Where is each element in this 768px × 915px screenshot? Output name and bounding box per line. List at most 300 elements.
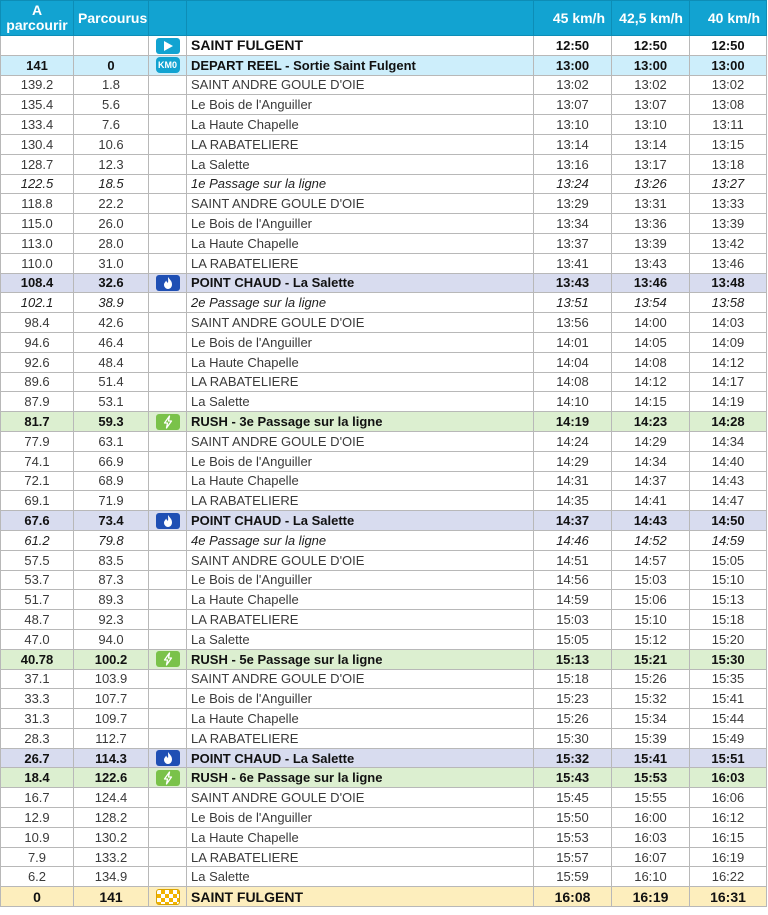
distance-covered: 100.2 <box>74 649 149 669</box>
place-header <box>187 1 534 36</box>
distance-to-go: 139.2 <box>1 75 74 95</box>
table-row <box>1 273 767 293</box>
table-row <box>1 788 767 808</box>
time-40: 13:48 <box>690 273 767 293</box>
time-45: 16:08 <box>534 887 612 907</box>
place-name: LA RABATELIERE <box>187 134 534 154</box>
lightning-icon <box>156 414 180 430</box>
time-45: 13:56 <box>534 313 612 333</box>
time-45: 14:59 <box>534 590 612 610</box>
marker-cell <box>149 36 187 56</box>
table-row <box>1 768 767 788</box>
time-42-5: 14:43 <box>612 511 690 531</box>
time-40: 16:19 <box>690 847 767 867</box>
time-42-5: 13:36 <box>612 214 690 234</box>
distance-to-go: 110.0 <box>1 253 74 273</box>
place-name: Le Bois de l'Anguiller <box>187 570 534 590</box>
time-42-5: 14:57 <box>612 550 690 570</box>
place-name: Le Bois de l'Anguiller <box>187 808 534 828</box>
table-row <box>1 590 767 610</box>
marker-cell <box>149 451 187 471</box>
marker-cell <box>149 471 187 491</box>
distance-covered: 28.0 <box>74 233 149 253</box>
time-42-5: 14:05 <box>612 332 690 352</box>
header-row <box>1 1 767 36</box>
distance-covered: 38.9 <box>74 293 149 313</box>
table-row <box>1 629 767 649</box>
table-row <box>1 412 767 432</box>
checkered-flag-icon <box>156 889 180 905</box>
place-name: LA RABATELIERE <box>187 728 534 748</box>
distance-to-go: 18.4 <box>1 768 74 788</box>
speed-header-40: 40 km/h <box>690 1 767 36</box>
distance-covered: 53.1 <box>74 392 149 412</box>
time-45: 13:37 <box>534 233 612 253</box>
distance-to-go: 141 <box>1 55 74 75</box>
time-42-5: 13:54 <box>612 293 690 313</box>
distance-covered: 73.4 <box>74 511 149 531</box>
table-row <box>1 649 767 669</box>
distance-covered: 26.0 <box>74 214 149 234</box>
distance-covered: 68.9 <box>74 471 149 491</box>
time-45: 13:10 <box>534 115 612 135</box>
table-row <box>1 55 767 75</box>
distance-to-go: 128.7 <box>1 154 74 174</box>
distance-to-go: 98.4 <box>1 313 74 333</box>
distance-to-go: 47.0 <box>1 629 74 649</box>
time-42-5: 15:32 <box>612 689 690 709</box>
time-45: 14:29 <box>534 451 612 471</box>
place-name: La Haute Chapelle <box>187 352 534 372</box>
distance-covered: 51.4 <box>74 372 149 392</box>
time-40: 13:00 <box>690 55 767 75</box>
distance-covered: 134.9 <box>74 867 149 887</box>
distance-covered: 89.3 <box>74 590 149 610</box>
marker-cell <box>149 392 187 412</box>
distance-to-go: 74.1 <box>1 451 74 471</box>
table-row <box>1 471 767 491</box>
table-row <box>1 134 767 154</box>
time-45: 13:07 <box>534 95 612 115</box>
time-42-5: 16:07 <box>612 847 690 867</box>
marker-cell <box>149 55 187 75</box>
marker-cell <box>149 214 187 234</box>
distance-covered: 0 <box>74 55 149 75</box>
table-row <box>1 827 767 847</box>
distance-covered: 114.3 <box>74 748 149 768</box>
time-40: 14:50 <box>690 511 767 531</box>
distance-to-go: 115.0 <box>1 214 74 234</box>
time-45: 15:53 <box>534 827 612 847</box>
distance-covered: 124.4 <box>74 788 149 808</box>
time-40: 15:49 <box>690 728 767 748</box>
time-40: 13:58 <box>690 293 767 313</box>
time-42-5: 13:43 <box>612 253 690 273</box>
time-40: 15:44 <box>690 709 767 729</box>
time-40: 15:05 <box>690 550 767 570</box>
place-name: La Salette <box>187 154 534 174</box>
time-40: 13:39 <box>690 214 767 234</box>
place-name: LA RABATELIERE <box>187 491 534 511</box>
distance-covered: 87.3 <box>74 570 149 590</box>
time-45: 14:24 <box>534 431 612 451</box>
distance-covered: 71.9 <box>74 491 149 511</box>
marker-cell <box>149 629 187 649</box>
marker-cell <box>149 332 187 352</box>
distance-covered: 31.0 <box>74 253 149 273</box>
time-40: 13:33 <box>690 194 767 214</box>
table-row <box>1 748 767 768</box>
time-45: 14:46 <box>534 530 612 550</box>
marker-cell <box>149 491 187 511</box>
marker-cell <box>149 590 187 610</box>
marker-cell <box>149 610 187 630</box>
table-row <box>1 253 767 273</box>
marker-cell <box>149 134 187 154</box>
distance-covered: 66.9 <box>74 451 149 471</box>
distance-covered: 133.2 <box>74 847 149 867</box>
marker-cell <box>149 847 187 867</box>
marker-cell <box>149 273 187 293</box>
time-45: 13:14 <box>534 134 612 154</box>
distance-covered: 46.4 <box>74 332 149 352</box>
marker-cell <box>149 293 187 313</box>
time-40: 15:20 <box>690 629 767 649</box>
time-42-5: 12:50 <box>612 36 690 56</box>
icon-header <box>149 1 187 36</box>
time-40: 13:08 <box>690 95 767 115</box>
time-40: 14:28 <box>690 412 767 432</box>
time-42-5: 16:03 <box>612 827 690 847</box>
place-name: 1e Passage sur la ligne <box>187 174 534 194</box>
time-40: 15:18 <box>690 610 767 630</box>
flame-icon <box>156 275 180 291</box>
place-name: Le Bois de l'Anguiller <box>187 451 534 471</box>
place-name: SAINT ANDRE GOULE D'OIE <box>187 788 534 808</box>
marker-cell <box>149 709 187 729</box>
distance-covered: 1.8 <box>74 75 149 95</box>
time-45: 13:24 <box>534 174 612 194</box>
time-40: 14:09 <box>690 332 767 352</box>
flame-icon <box>156 750 180 766</box>
time-45: 13:43 <box>534 273 612 293</box>
time-45: 14:04 <box>534 352 612 372</box>
distance-to-go: 53.7 <box>1 570 74 590</box>
marker-cell <box>149 669 187 689</box>
distance-covered: 42.6 <box>74 313 149 333</box>
distance-to-go: 0 <box>1 887 74 907</box>
time-45: 15:45 <box>534 788 612 808</box>
time-45: 13:16 <box>534 154 612 174</box>
table-row <box>1 392 767 412</box>
distance-to-go: 7.9 <box>1 847 74 867</box>
distance-covered: 83.5 <box>74 550 149 570</box>
time-42-5: 16:00 <box>612 808 690 828</box>
time-42-5: 15:12 <box>612 629 690 649</box>
distance-to-go: 89.6 <box>1 372 74 392</box>
time-45: 13:41 <box>534 253 612 273</box>
place-name: La Haute Chapelle <box>187 590 534 610</box>
distance-covered: 122.6 <box>74 768 149 788</box>
place-name: Le Bois de l'Anguiller <box>187 95 534 115</box>
table-row <box>1 847 767 867</box>
distance-to-go <box>1 36 74 56</box>
time-40: 14:17 <box>690 372 767 392</box>
distance-covered: 94.0 <box>74 629 149 649</box>
marker-cell <box>149 768 187 788</box>
distance-to-go: 81.7 <box>1 412 74 432</box>
time-40: 13:15 <box>690 134 767 154</box>
time-45: 15:03 <box>534 610 612 630</box>
place-name: SAINT ANDRE GOULE D'OIE <box>187 550 534 570</box>
time-45: 13:34 <box>534 214 612 234</box>
time-45: 14:19 <box>534 412 612 432</box>
table-row <box>1 491 767 511</box>
place-name: RUSH - 6e Passage sur la ligne <box>187 768 534 788</box>
distance-covered: 128.2 <box>74 808 149 828</box>
marker-cell <box>149 550 187 570</box>
time-40: 13:02 <box>690 75 767 95</box>
time-42-5: 13:46 <box>612 273 690 293</box>
distance-to-go: 69.1 <box>1 491 74 511</box>
time-42-5: 13:00 <box>612 55 690 75</box>
table-row <box>1 174 767 194</box>
marker-cell <box>149 808 187 828</box>
time-40: 16:31 <box>690 887 767 907</box>
place-name: SAINT ANDRE GOULE D'OIE <box>187 194 534 214</box>
distance-to-go: 72.1 <box>1 471 74 491</box>
time-42-5: 15:34 <box>612 709 690 729</box>
place-name: SAINT ANDRE GOULE D'OIE <box>187 669 534 689</box>
marker-cell <box>149 748 187 768</box>
table-row <box>1 867 767 887</box>
distance-to-go: 118.8 <box>1 194 74 214</box>
place-name: RUSH - 5e Passage sur la ligne <box>187 649 534 669</box>
time-45: 15:50 <box>534 808 612 828</box>
marker-cell <box>149 511 187 531</box>
distance-to-go: 28.3 <box>1 728 74 748</box>
speed-header-45: 45 km/h <box>534 1 612 36</box>
table-row <box>1 689 767 709</box>
marker-cell <box>149 194 187 214</box>
time-45: 14:10 <box>534 392 612 412</box>
distance-to-go: 61.2 <box>1 530 74 550</box>
marker-cell <box>149 233 187 253</box>
time-45: 15:59 <box>534 867 612 887</box>
table-row <box>1 431 767 451</box>
place-name: POINT CHAUD - La Salette <box>187 748 534 768</box>
marker-cell <box>149 887 187 907</box>
table-row <box>1 214 767 234</box>
distance-to-go: 77.9 <box>1 431 74 451</box>
distance-to-go: 108.4 <box>1 273 74 293</box>
place-name: LA RABATELIERE <box>187 372 534 392</box>
time-42-5: 14:34 <box>612 451 690 471</box>
time-42-5: 13:02 <box>612 75 690 95</box>
distance-covered: 63.1 <box>74 431 149 451</box>
time-45: 14:08 <box>534 372 612 392</box>
time-42-5: 13:07 <box>612 95 690 115</box>
time-42-5: 15:53 <box>612 768 690 788</box>
table-row <box>1 887 767 907</box>
place-name: La Salette <box>187 867 534 887</box>
table-row <box>1 36 767 56</box>
place-name: La Haute Chapelle <box>187 471 534 491</box>
place-name: POINT CHAUD - La Salette <box>187 273 534 293</box>
time-45: 13:51 <box>534 293 612 313</box>
time-42-5: 15:26 <box>612 669 690 689</box>
marker-cell <box>149 154 187 174</box>
marker-cell <box>149 570 187 590</box>
place-name: La Salette <box>187 629 534 649</box>
time-40: 14:47 <box>690 491 767 511</box>
distance-to-go: 87.9 <box>1 392 74 412</box>
time-40: 16:15 <box>690 827 767 847</box>
time-42-5: 15:03 <box>612 570 690 590</box>
time-42-5: 13:31 <box>612 194 690 214</box>
place-name: LA RABATELIERE <box>187 847 534 867</box>
time-40: 15:35 <box>690 669 767 689</box>
time-45: 15:43 <box>534 768 612 788</box>
distance-to-go: 94.6 <box>1 332 74 352</box>
time-40: 13:46 <box>690 253 767 273</box>
place-name: Le Bois de l'Anguiller <box>187 332 534 352</box>
time-40: 14:43 <box>690 471 767 491</box>
marker-cell <box>149 174 187 194</box>
distance-covered: 5.6 <box>74 95 149 115</box>
distance-to-go: 26.7 <box>1 748 74 768</box>
flame-icon <box>156 513 180 529</box>
marker-cell <box>149 867 187 887</box>
distance-covered: 18.5 <box>74 174 149 194</box>
distance-to-go: 122.5 <box>1 174 74 194</box>
place-name: Le Bois de l'Anguiller <box>187 689 534 709</box>
distance-to-go: 16.7 <box>1 788 74 808</box>
time-45: 15:18 <box>534 669 612 689</box>
distance-covered: 79.8 <box>74 530 149 550</box>
table-row <box>1 610 767 630</box>
covered-header: Parcourus <box>74 1 149 36</box>
table-row <box>1 75 767 95</box>
time-42-5: 14:41 <box>612 491 690 511</box>
distance-to-go: 33.3 <box>1 689 74 709</box>
distance-covered: 32.6 <box>74 273 149 293</box>
distance-to-go: 130.4 <box>1 134 74 154</box>
marker-cell <box>149 75 187 95</box>
marker-cell <box>149 412 187 432</box>
time-45: 15:30 <box>534 728 612 748</box>
distance-covered: 112.7 <box>74 728 149 748</box>
table-row <box>1 313 767 333</box>
distance-to-go: 135.4 <box>1 95 74 115</box>
time-40: 15:51 <box>690 748 767 768</box>
place-name: La Salette <box>187 392 534 412</box>
lightning-icon <box>156 651 180 667</box>
time-42-5: 14:12 <box>612 372 690 392</box>
time-45: 15:05 <box>534 629 612 649</box>
time-42-5: 16:10 <box>612 867 690 887</box>
table-row <box>1 154 767 174</box>
table-row <box>1 95 767 115</box>
distance-covered <box>74 36 149 56</box>
marker-cell <box>149 115 187 135</box>
time-40: 15:13 <box>690 590 767 610</box>
place-name: POINT CHAUD - La Salette <box>187 511 534 531</box>
time-40: 14:03 <box>690 313 767 333</box>
distance-to-go: 48.7 <box>1 610 74 630</box>
table-row <box>1 194 767 214</box>
distance-to-go: 102.1 <box>1 293 74 313</box>
time-45: 15:57 <box>534 847 612 867</box>
time-42-5: 13:17 <box>612 154 690 174</box>
time-40: 15:10 <box>690 570 767 590</box>
time-42-5: 16:19 <box>612 887 690 907</box>
time-42-5: 15:39 <box>612 728 690 748</box>
time-45: 15:23 <box>534 689 612 709</box>
distance-covered: 103.9 <box>74 669 149 689</box>
marker-cell <box>149 530 187 550</box>
distance-covered: 22.2 <box>74 194 149 214</box>
distance-covered: 12.3 <box>74 154 149 174</box>
time-40: 13:42 <box>690 233 767 253</box>
place-name: La Haute Chapelle <box>187 827 534 847</box>
distance-covered: 141 <box>74 887 149 907</box>
time-42-5: 15:41 <box>612 748 690 768</box>
place-name: SAINT ANDRE GOULE D'OIE <box>187 75 534 95</box>
time-45: 14:35 <box>534 491 612 511</box>
distance-to-go: 37.1 <box>1 669 74 689</box>
time-42-5: 14:23 <box>612 412 690 432</box>
time-40: 14:40 <box>690 451 767 471</box>
table-row <box>1 451 767 471</box>
marker-cell <box>149 728 187 748</box>
place-name: LA RABATELIERE <box>187 253 534 273</box>
marker-cell <box>149 689 187 709</box>
time-45: 14:56 <box>534 570 612 590</box>
table-row <box>1 570 767 590</box>
time-45: 12:50 <box>534 36 612 56</box>
marker-cell <box>149 788 187 808</box>
place-name: SAINT ANDRE GOULE D'OIE <box>187 431 534 451</box>
place-name: La Haute Chapelle <box>187 115 534 135</box>
distance-to-go: 67.6 <box>1 511 74 531</box>
marker-cell <box>149 313 187 333</box>
table-row <box>1 728 767 748</box>
lightning-icon <box>156 770 180 786</box>
time-45: 13:00 <box>534 55 612 75</box>
marker-cell <box>149 95 187 115</box>
time-40: 16:03 <box>690 768 767 788</box>
time-40: 16:06 <box>690 788 767 808</box>
table-row <box>1 709 767 729</box>
time-40: 14:34 <box>690 431 767 451</box>
time-40: 16:22 <box>690 867 767 887</box>
place-name: SAINT FULGENT <box>187 887 534 907</box>
distance-covered: 109.7 <box>74 709 149 729</box>
time-42-5: 14:37 <box>612 471 690 491</box>
table-row <box>1 372 767 392</box>
time-45: 15:26 <box>534 709 612 729</box>
distance-to-go: 31.3 <box>1 709 74 729</box>
marker-cell <box>149 253 187 273</box>
time-45: 14:31 <box>534 471 612 491</box>
marker-cell <box>149 352 187 372</box>
time-42-5: 15:21 <box>612 649 690 669</box>
time-42-5: 15:10 <box>612 610 690 630</box>
distance-covered: 59.3 <box>74 412 149 432</box>
place-name: 2e Passage sur la ligne <box>187 293 534 313</box>
place-name: La Haute Chapelle <box>187 233 534 253</box>
